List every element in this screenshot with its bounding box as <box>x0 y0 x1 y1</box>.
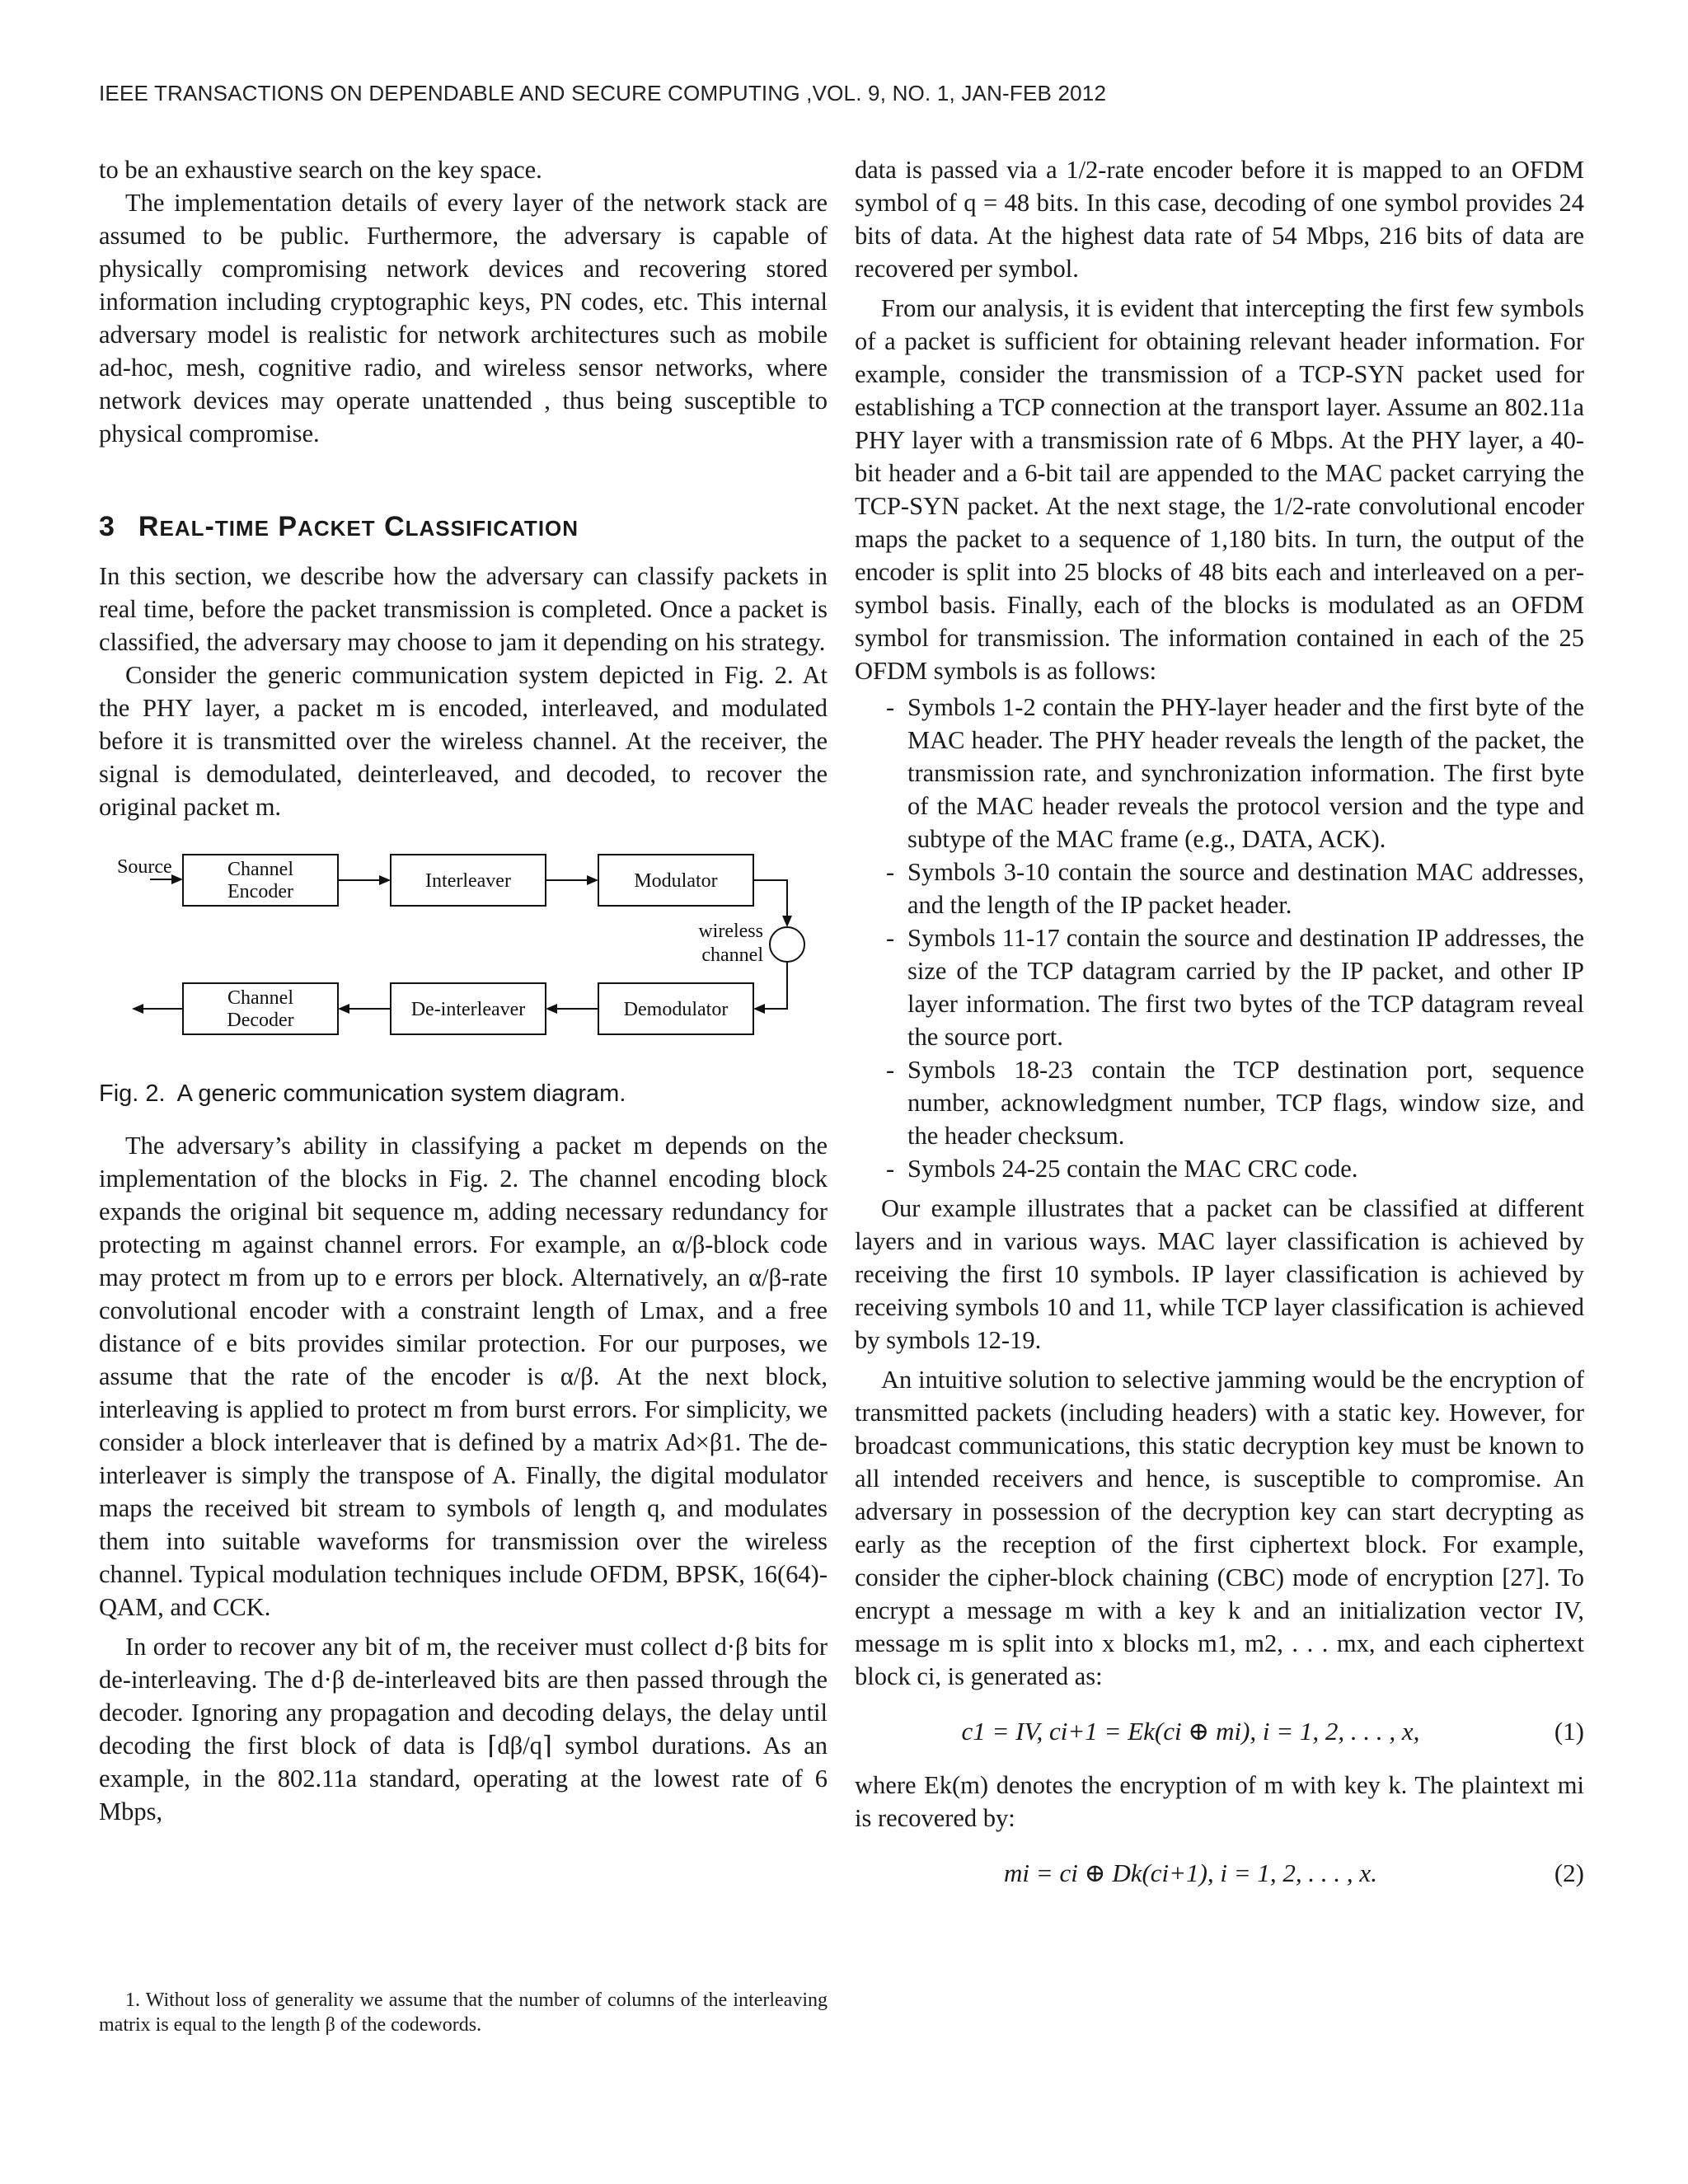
paragraph: From our analysis, it is evident that intercepting the first few symbols of a packet is sufficient for obtaining relevant header information. For example, consider the transmission of a TCP-SYN packet used for establishing a TCP connection at the transport layer. Assume an 802.11a PHY layer with a transmission rate of 6 Mbps. At the PHY layer, a 40-bit header and a 6-bit tail are appended to the MAC packet carrying the TCP-SYN packet. At the next stage, the 1/2-rate convolutional encoder maps the packet to a sequence of 1,180 bits. In turn, the output of the encoder is split into 25 blocks of 48 bits each and interleaved on a per-symbol basis. Finally, each of the blocks is modulated as an OFDM symbol for transmission. The information contained in each of the 25 OFDM symbols is as follows: <box>855 294 1584 685</box>
section-title-part: ACKET <box>298 516 376 541</box>
footnote <box>99 1988 828 2037</box>
equation-2-body: mi = ci ⊕ Dk(ci+1), i = 1, 2, . . . , x. <box>1004 1858 1377 1887</box>
paragraph: where Ek(m) denotes the encryption of m with key k. The plaintext mi is recovered by: <box>855 1771 1584 1832</box>
paragraph: An intuitive solution to selective jamming would be the encryption of transmitted packets (including headers) with a static key. However, for broadcast communications, this static decryption key must be known to all intended receivers and hence, is susceptible to compromise. An adversary in possession of the decryption key can start decrypting as early as the reception of the first ciphertext block. For example, consider the cipher-block chaining (CBC) mode of encryption [27]. To encrypt a message m with a key k and an initialization vector IV, message m is split into x blocks m1, m2, . . . mx, and each ciphertext block ci, is generated as: <box>855 1366 1584 1690</box>
footnote-text <box>99 1988 828 2037</box>
paragraph: Consider the generic communication system depicted in Fig. 2. At the PHY layer, a packet m is encoded, interleaved, and modulated before it is transmitted over the wireless channel. At the receiver, the signal is demodulated, deinterleaved, and decoded, to recover the original packet m. <box>99 661 828 821</box>
section-title-part: EAL <box>159 516 205 541</box>
section-title-part: P <box>278 511 298 542</box>
paragraph: to be an exhaustive search on the key space. <box>99 156 542 184</box>
section-title-part: R <box>138 511 160 542</box>
wireless-label-2: channel <box>701 944 763 966</box>
block-diagram <box>99 841 828 1080</box>
list-item: - Symbols 24-25 contain the MAC CRC code. <box>886 1152 1584 1185</box>
paragraph: Our example illustrates that a packet can be classified at different layers and in various ways. MAC layer classification is achieved by receiving the first 10 symbols. IP layer classification is achieved by receiving symbols 10 and 11, while TCP layer classification is achieved by symbols 12-19. <box>855 1194 1584 1354</box>
channel-decoder-label-2: Decoder <box>227 1010 294 1031</box>
equation-2-number: (2) <box>1554 1858 1584 1887</box>
paragraph: data is passed via a 1/2-rate encoder before it is mapped to an OFDM symbol of q = 48 bits. In this case, decoding of one symbol provides 24 bits of data. At the highest data rate of 54 Mbps, 216 bits of data are recovered per symbol. <box>855 156 1584 283</box>
list-item: - Symbols 1-2 contain the PHY-layer header and the first byte of the MAC header. The PHY header reveals the length of the packet, the transmission rate, and synchronization information. The first byte of the MAC header reveals the protocol version and the type and subtype of the MAC frame (e.g., DATA, ACK). <box>886 691 1584 855</box>
interleaver-label: Interleaver <box>425 870 511 892</box>
footnote-mark: 1. <box>125 1990 140 2011</box>
wireless-label-1: wireless <box>698 921 763 942</box>
right-column <box>855 153 1584 1910</box>
figure-caption-text: A generic communication system diagram. <box>176 1080 626 1107</box>
footnote-body: Without loss of generality we assume that the number of columns of the interleaving matrix is equal to the length β of the codewords. <box>99 1990 828 2036</box>
channel-encoder-label-1: Channel <box>227 859 293 880</box>
running-head: IEEE TRANSACTIONS ON DEPENDABLE AND SECURE COMPUTING ,VOL. 9, NO. 1, JAN-FEB 2012 <box>99 81 1107 105</box>
paragraph: The implementation details of every layer of the network stack are assumed to be public. Furthermore, the adversary is capable of physically compromising network devices and recovering stored information including cryptographic keys, PN codes, etc. This internal adversary model is realistic for network architectures such as mobile ad-hoc, mesh, cognitive radio, and wireless sensor networks, where network devices may operate unattended , thus being susceptible to physical compromise. <box>99 189 828 448</box>
deinterleaver-label: De-interleaver <box>410 999 526 1020</box>
paragraph: In this section, we describe how the adversary can classify packets in real time, before the packet transmission is completed. Once a packet is classified, the adversary may choose to jam it depending on his strategy. <box>99 562 828 656</box>
figure-caption <box>99 1080 828 1108</box>
channel-encoder-label-2: Encoder <box>227 881 293 902</box>
source-label: Source <box>117 856 172 878</box>
wireless-channel-circle <box>770 927 804 962</box>
section-title-part: TIME <box>214 516 270 541</box>
figure-label: Fig. 2. <box>99 1080 166 1107</box>
equation-1 <box>855 1711 1584 1752</box>
section-title-part: C <box>384 511 406 542</box>
equation-2 <box>855 1853 1584 1894</box>
section-title-part: LASSIFICATION <box>405 516 579 541</box>
left-column <box>99 153 828 1828</box>
equation-1-number: (1) <box>1554 1717 1584 1746</box>
list-item: - Symbols 3-10 contain the source and destination MAC addresses, and the length of the IP packet header. <box>886 855 1584 921</box>
section-heading <box>99 511 828 543</box>
section-title-part: - <box>204 511 215 542</box>
modulator-label: Modulator <box>634 870 718 892</box>
paragraph: In order to recover any bit of m, the receiver must collect d·β bits for de-interleaving. The d·β de-interleaved bits are then passed through the decoder. Ignoring any propagation and decoding delays, the delay until decoding the first block of data is ⌈dβ/q⌉ symbol durations. As an example, in the 802.11a standard, operating at the lowest rate of 6 Mbps, <box>99 1633 828 1825</box>
figure-2-diagram <box>99 841 828 1080</box>
section-number: 3 <box>99 511 115 542</box>
equation-1-body: c1 = IV, ci+1 = Ek(ci ⊕ mi), i = 1, 2, . . . , x, <box>961 1717 1420 1746</box>
paragraph: The adversary’s ability in classifying a packet m depends on the implementation of the blocks in Fig. 2. The channel encoding block expands the original bit sequence m, adding necessary redundancy for protecting m against channel errors. For example, an α/β-block code may protect m from up to e errors per block. Alternatively, an α/β-rate convolutional encoder with a constraint length of Lmax, and a free distance of e bits provides similar protection. For our purposes, we assume that the rate of the encoder is α/β. At the next block, interleaving is applied to protect m from burst errors. For simplicity, we consider a block interleaver that is defined by a matrix Ad×β1. The de-interleaver is simply the transpose of A. Finally, the digital modulator maps the received bit stream to symbols of length q, and modulates them into suitable waveforms for transmission over the wireless channel. Typical modulation techniques include OFDM, BPSK, 16(64)-QAM, and CCK. <box>99 1132 828 1621</box>
list-item: - Symbols 18-23 contain the TCP destination port, sequence number, acknowledgment number, TCP flags, window size, and the header checksum. <box>886 1053 1584 1152</box>
list-item: - Symbols 11-17 contain the source and destination IP addresses, the size of the TCP datagram carried by the IP packet, and other IP layer information. The first two bytes of the TCP datagram reveal the source port. <box>886 921 1584 1053</box>
symbol-list <box>855 691 1584 1185</box>
arrow-mod-channel <box>753 880 787 926</box>
demodulator-label: Demodulator <box>623 999 729 1020</box>
arrow-channel-demod <box>755 962 787 1009</box>
channel-decoder-label-1: Channel <box>227 987 293 1009</box>
